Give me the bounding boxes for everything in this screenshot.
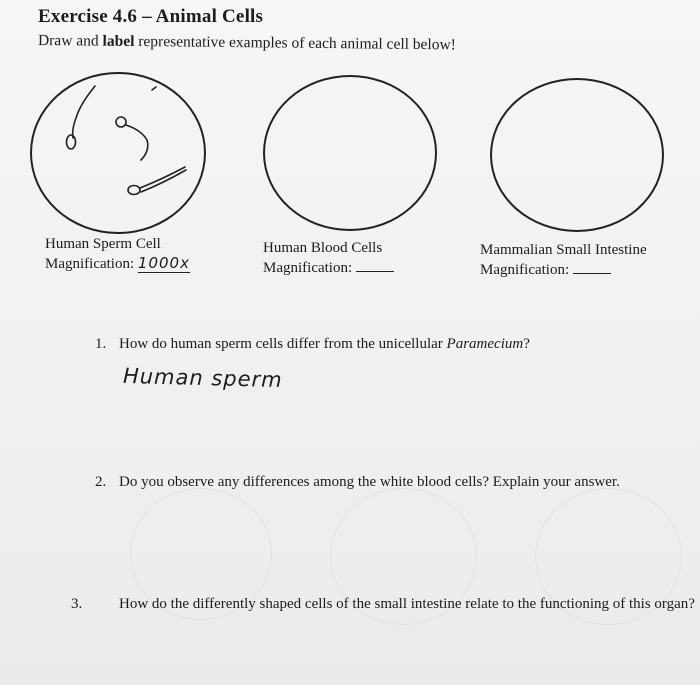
- sperm-cell-label: Human Sperm Cell Magnification: 1000x: [45, 236, 190, 272]
- exercise-title: Exercise 4.6 – Animal Cells: [38, 6, 264, 27]
- intestine-magnification-blank[interactable]: [573, 260, 611, 274]
- exercise-instruction: Draw and label representative examples of each animal cell below!: [37, 32, 456, 54]
- question-1-answer[interactable]: Human sperm: [122, 363, 283, 393]
- intestine-cell-label: Mammalian Small Intestine Magnification:: [480, 242, 647, 278]
- question-2: 2. Do you observe any differences among the white blood cells? Explain your answer.: [95, 474, 620, 490]
- question-3: 3. How do the differently shaped cells of the small intestine relate to the functioning of this organ?: [71, 596, 695, 612]
- blood-magnification-blank[interactable]: [356, 258, 394, 272]
- question-1: 1. How do human sperm cells differ from the unicellular Paramecium?: [95, 336, 530, 352]
- sperm-magnification-value: 1000x: [137, 254, 190, 272]
- blood-cell-label: Human Blood Cells Magnification:: [263, 239, 394, 278]
